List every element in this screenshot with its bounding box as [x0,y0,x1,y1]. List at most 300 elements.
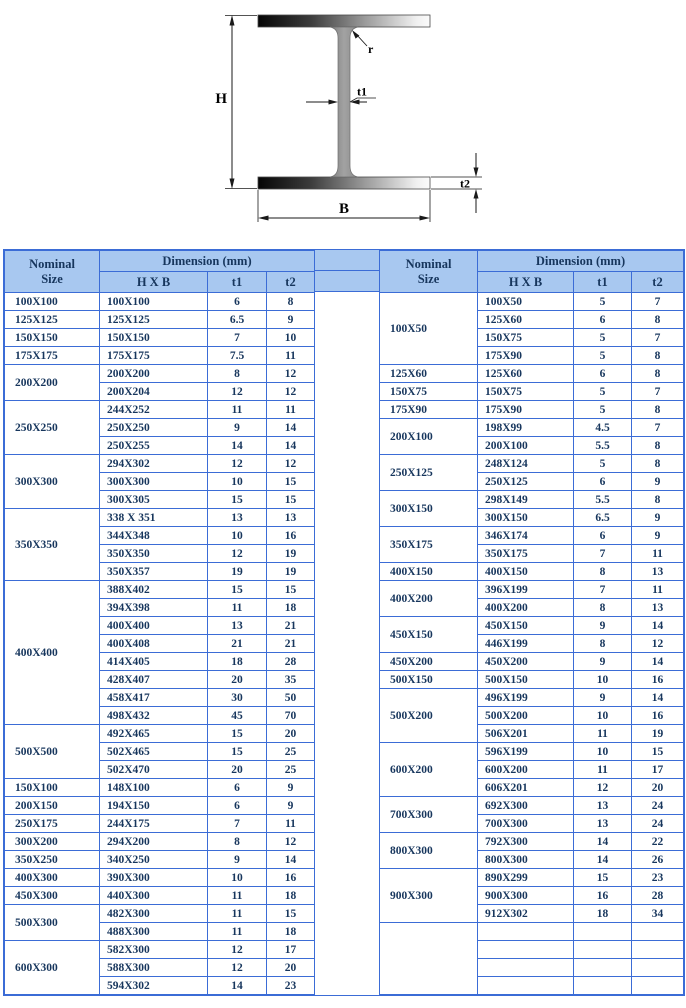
dimension-label-r: r [368,42,374,56]
table-row [380,689,684,707]
t1-cell: 6 [574,473,632,491]
nominal-size-cell: 800X300 [380,833,478,869]
hxb-cell: 388X402 [100,581,208,599]
nominal-size-cell: 900X300 [380,869,478,923]
hxb-cell: 596X199 [478,743,574,761]
nominal-size-cell: 400X300 [5,869,100,887]
hxb-cell: 200X200 [100,365,208,383]
table-row [5,815,315,833]
table-row [380,563,684,581]
hxb-cell: 450X200 [478,653,574,671]
t2-cell: 7 [632,419,684,437]
hxb-cell: 506X201 [478,725,574,743]
hxb-cell: 502X470 [100,761,208,779]
t1-cell: 15 [208,581,267,599]
header-hxb: H X B [478,272,574,293]
t2-cell: 13 [267,509,315,527]
t2-cell: 15 [267,473,315,491]
t2-cell: 18 [267,887,315,905]
hxb-cell: 394X398 [100,599,208,617]
table-row [380,869,684,887]
hxb-cell: 692X300 [478,797,574,815]
right-table-body [380,293,684,995]
dimension-label-t2: t2 [460,176,470,191]
t1-cell: 8 [574,599,632,617]
t1-cell: 11 [208,887,267,905]
t2-cell: 11 [632,581,684,599]
hxb-cell: 588X300 [100,959,208,977]
table-row [380,401,684,419]
t2-cell: 11 [267,815,315,833]
t2-cell: 19 [267,545,315,563]
hxb-cell: 450X150 [478,617,574,635]
nominal-size-cell: 500X200 [380,689,478,743]
hxb-cell: 500X150 [478,671,574,689]
t1-cell: 12 [208,455,267,473]
t2-cell: 20 [632,779,684,797]
header-t1: t1 [574,272,632,293]
t1-cell: 7 [574,545,632,563]
table-row [380,365,684,383]
dimension-h [225,16,257,189]
t1-cell: 6 [208,797,267,815]
dimension-label-t1: t1 [357,84,367,99]
t1-cell: 20 [208,761,267,779]
hxb-cell: 250X125 [478,473,574,491]
arrowhead-left-icon [258,216,269,221]
nominal-size-cell: 250X175 [5,815,100,833]
t2-cell: 9 [632,527,684,545]
hxb-cell: 488X300 [100,923,208,941]
hxb-cell: 300X300 [100,473,208,491]
t1-cell: 6 [574,365,632,383]
table-row [5,797,315,815]
arrowhead-down-icon [474,168,479,178]
table-row [380,419,684,437]
nominal-size-cell: 500X500 [5,725,100,779]
table-row [5,905,315,923]
t1-cell: 9 [574,617,632,635]
t2-cell: 10 [267,329,315,347]
hxb-cell: 582X300 [100,941,208,959]
nominal-size-cell: 200X100 [380,419,478,455]
table-row [5,347,315,365]
t2-cell: 9 [632,509,684,527]
hxb-cell: 400X400 [100,617,208,635]
hxb-cell: 440X300 [100,887,208,905]
hxb-cell: 428X407 [100,671,208,689]
table-row [380,293,684,311]
hxb-cell: 100X100 [100,293,208,311]
table-row [5,311,315,329]
table-row [5,365,315,383]
hxb-cell: 400X150 [478,563,574,581]
t2-cell: 14 [632,617,684,635]
nominal-size-cell: 100X100 [5,293,100,311]
t1-cell: 13 [574,797,632,815]
dimension-label-h: H [215,91,227,107]
arrowhead-down-icon [230,179,235,190]
table-row [5,329,315,347]
table-row [5,869,315,887]
hxb-cell: 150X75 [478,329,574,347]
t2-cell: 16 [267,527,315,545]
hxb-cell: 250X255 [100,437,208,455]
hxb-cell: 175X175 [100,347,208,365]
hxb-cell [478,941,574,959]
nominal-size-cell: 400X200 [380,581,478,617]
dimension-t2 [431,153,482,213]
t1-cell: 7 [208,329,267,347]
t1-cell: 18 [208,653,267,671]
table-row [380,653,684,671]
table-row [5,851,315,869]
t1-cell: 30 [208,689,267,707]
hxb-cell: 496X199 [478,689,574,707]
t2-cell: 17 [632,761,684,779]
hxb-cell: 346X174 [478,527,574,545]
t2-cell: 9 [267,311,315,329]
t2-cell: 11 [267,401,315,419]
table-row [380,491,684,509]
header-nominal-line1: Nominal [405,256,452,271]
header-dimension: Dimension (mm) [100,251,315,272]
t1-cell: 13 [574,815,632,833]
header-nominal-line1: Nominal [29,256,75,271]
arrowhead-left-icon [350,100,360,105]
hxb-cell [478,977,574,995]
t1-cell: 10 [208,473,267,491]
table-row [5,401,315,419]
t2-cell: 25 [267,761,315,779]
hxb-cell: 100X50 [478,293,574,311]
table-row [380,617,684,635]
hxb-cell: 248X124 [478,455,574,473]
t1-cell: 14 [574,833,632,851]
t2-cell: 15 [267,491,315,509]
t2-cell: 18 [267,599,315,617]
hxb-cell: 792X300 [478,833,574,851]
hxb-cell: 340X250 [100,851,208,869]
t2-cell: 14 [632,653,684,671]
t2-cell: 12 [267,383,315,401]
beam-bottom-flange [258,177,430,189]
t2-cell: 19 [632,725,684,743]
hxb-cell [478,923,574,941]
hxb-cell: 338 X 351 [100,509,208,527]
t1-cell: 9 [208,419,267,437]
nominal-size-cell: 200X200 [5,365,100,401]
hxb-cell: 125X60 [478,365,574,383]
arrowhead-right-icon [420,216,431,221]
hxb-cell: 350X175 [478,545,574,563]
t2-cell: 7 [632,383,684,401]
hxb-cell: 390X300 [100,869,208,887]
t2-cell: 14 [267,851,315,869]
table-row [5,293,315,311]
t1-cell: 5 [574,383,632,401]
t2-cell: 9 [632,473,684,491]
hxb-cell: 175X90 [478,347,574,365]
table-row [380,383,684,401]
table-row [5,509,315,527]
t2-cell: 50 [267,689,315,707]
t2-cell: 8 [632,347,684,365]
t2-cell: 19 [267,563,315,581]
table-spacer [315,250,379,995]
t2-cell: 17 [267,941,315,959]
t1-cell: 7 [208,815,267,833]
nominal-size-cell: 125X125 [5,311,100,329]
dimension-label-b: B [338,201,350,217]
header-dimension: Dimension (mm) [478,251,684,272]
nominal-size-cell: 400X150 [380,563,478,581]
t1-cell: 11 [208,923,267,941]
t2-cell: 26 [632,851,684,869]
hxb-cell: 250X250 [100,419,208,437]
arrowhead-right-icon [329,100,339,105]
t2-cell: 20 [267,959,315,977]
hxb-cell: 200X204 [100,383,208,401]
t1-cell: 11 [574,761,632,779]
header-hxb: H X B [100,272,208,293]
hxb-cell: 500X200 [478,707,574,725]
hxb-cell: 350X357 [100,563,208,581]
hxb-cell: 482X300 [100,905,208,923]
nominal-size-cell: 600X200 [380,743,478,797]
hxb-cell: 498X432 [100,707,208,725]
table-row [5,941,315,959]
t1-cell: 12 [208,545,267,563]
hxb-cell: 600X200 [478,761,574,779]
t1-cell: 5 [574,455,632,473]
hxb-cell: 294X302 [100,455,208,473]
t2-cell: 11 [267,347,315,365]
t2-cell: 8 [632,491,684,509]
table-row [380,527,684,545]
t2-cell [632,923,684,941]
t1-cell: 9 [208,851,267,869]
hxb-cell: 148X100 [100,779,208,797]
hxb-cell: 244X175 [100,815,208,833]
t1-cell: 16 [574,887,632,905]
beam-size-tables [3,249,685,996]
t2-cell: 8 [632,401,684,419]
t2-cell: 16 [267,869,315,887]
t2-cell: 23 [267,977,315,995]
t2-cell: 14 [267,419,315,437]
t1-cell: 7.5 [208,347,267,365]
t2-cell: 15 [267,905,315,923]
hxb-cell: 900X300 [478,887,574,905]
hxb-cell: 125X125 [100,311,208,329]
t1-cell: 6.5 [574,509,632,527]
t2-cell: 70 [267,707,315,725]
hxb-cell [478,959,574,977]
t2-cell: 8 [267,293,315,311]
hxb-cell: 150X75 [478,383,574,401]
header-nominal-size [5,251,100,293]
left-table-header [5,251,315,293]
table-row [380,743,684,761]
t2-cell: 15 [267,581,315,599]
t1-cell: 10 [208,869,267,887]
nominal-size-cell: 175X90 [380,401,478,419]
arrowhead-up-icon [474,189,479,199]
t2-cell: 34 [632,905,684,923]
t1-cell: 5.5 [574,437,632,455]
t1-cell: 14 [574,851,632,869]
t2-cell: 12 [267,365,315,383]
t2-cell: 14 [267,437,315,455]
t1-cell: 4.5 [574,419,632,437]
nominal-size-cell: 500X150 [380,671,478,689]
t1-cell: 10 [574,743,632,761]
nominal-size-cell: 700X300 [380,797,478,833]
header-t1: t1 [208,272,267,293]
table-row [380,581,684,599]
t1-cell: 10 [574,707,632,725]
t2-cell: 22 [632,833,684,851]
hxb-cell: 298X149 [478,491,574,509]
nominal-size-cell: 500X300 [5,905,100,941]
nominal-size-cell [380,923,478,995]
t2-cell: 35 [267,671,315,689]
t2-cell: 21 [267,617,315,635]
t1-cell: 8 [574,563,632,581]
t2-cell: 8 [632,365,684,383]
t1-cell: 9 [574,653,632,671]
t2-cell: 24 [632,815,684,833]
t2-cell: 9 [267,797,315,815]
hxb-cell: 400X200 [478,599,574,617]
t1-cell: 10 [208,527,267,545]
left-table [4,250,315,995]
nominal-size-cell: 150X75 [380,383,478,401]
table-row [380,923,684,941]
table-row [5,581,315,599]
nominal-size-cell: 450X300 [5,887,100,905]
t2-cell: 12 [632,635,684,653]
t2-cell: 8 [632,311,684,329]
hxb-cell: 414X405 [100,653,208,671]
hxb-cell: 150X150 [100,329,208,347]
beam-diagram-svg [0,0,686,249]
nominal-size-cell: 150X150 [5,329,100,347]
hxb-cell: 606X201 [478,779,574,797]
t1-cell: 5 [574,293,632,311]
t2-cell [632,959,684,977]
t1-cell: 6 [574,527,632,545]
t2-cell: 20 [267,725,315,743]
t1-cell: 11 [208,599,267,617]
arrowhead-up-icon [230,15,235,26]
t1-cell: 5.5 [574,491,632,509]
t1-cell: 11 [574,725,632,743]
nominal-size-cell: 300X150 [380,491,478,527]
table-row [5,455,315,473]
t1-cell: 15 [208,743,267,761]
t2-cell: 13 [632,563,684,581]
hxb-cell: 594X302 [100,977,208,995]
hxb-cell: 344X348 [100,527,208,545]
t2-cell: 8 [632,437,684,455]
t1-cell [574,923,632,941]
t1-cell: 6 [208,293,267,311]
t2-cell: 24 [632,797,684,815]
hxb-cell: 700X300 [478,815,574,833]
t2-cell: 28 [267,653,315,671]
right-table-header [380,251,684,293]
nominal-size-cell: 350X350 [5,509,100,581]
nominal-size-cell: 300X300 [5,455,100,509]
t1-cell: 19 [208,563,267,581]
t1-cell: 11 [208,401,267,419]
hxb-cell: 350X350 [100,545,208,563]
hxb-cell: 125X60 [478,311,574,329]
t1-cell: 6.5 [208,311,267,329]
hxb-cell: 300X305 [100,491,208,509]
t2-cell: 8 [632,455,684,473]
t2-cell [632,941,684,959]
t1-cell: 14 [208,977,267,995]
nominal-size-cell: 200X150 [5,797,100,815]
hxb-cell: 458X417 [100,689,208,707]
t1-cell: 8 [574,635,632,653]
t1-cell: 12 [208,383,267,401]
t2-cell: 15 [632,743,684,761]
t1-cell: 20 [208,671,267,689]
nominal-size-cell: 150X100 [5,779,100,797]
header-t2: t2 [632,272,684,293]
t1-cell: 8 [208,365,267,383]
nominal-size-cell: 350X250 [5,851,100,869]
table-row [380,833,684,851]
t1-cell: 15 [208,491,267,509]
nominal-size-cell: 250X250 [5,401,100,455]
hxb-cell: 400X408 [100,635,208,653]
hxb-cell: 175X90 [478,401,574,419]
t2-cell: 23 [632,869,684,887]
t1-cell: 13 [208,509,267,527]
hxb-cell: 502X465 [100,743,208,761]
table-row [380,797,684,815]
nominal-size-cell: 600X300 [5,941,100,995]
t1-cell: 14 [208,437,267,455]
header-t2: t2 [267,272,315,293]
hxb-cell: 300X150 [478,509,574,527]
t1-cell: 10 [574,671,632,689]
t1-cell: 12 [574,779,632,797]
t1-cell: 6 [574,311,632,329]
t2-cell: 18 [267,923,315,941]
hxb-cell: 244X252 [100,401,208,419]
t1-cell: 6 [208,779,267,797]
right-table [379,250,684,995]
t1-cell: 12 [208,941,267,959]
hxb-cell: 294X200 [100,833,208,851]
t2-cell [632,977,684,995]
t2-cell: 13 [632,599,684,617]
beam-top-flange [258,15,430,27]
table-row [380,455,684,473]
t1-cell: 5 [574,329,632,347]
hxb-cell: 492X465 [100,725,208,743]
spacer-header-cell [315,271,379,292]
t1-cell: 5 [574,401,632,419]
nominal-size-cell: 250X125 [380,455,478,491]
nominal-size-cell: 175X175 [5,347,100,365]
